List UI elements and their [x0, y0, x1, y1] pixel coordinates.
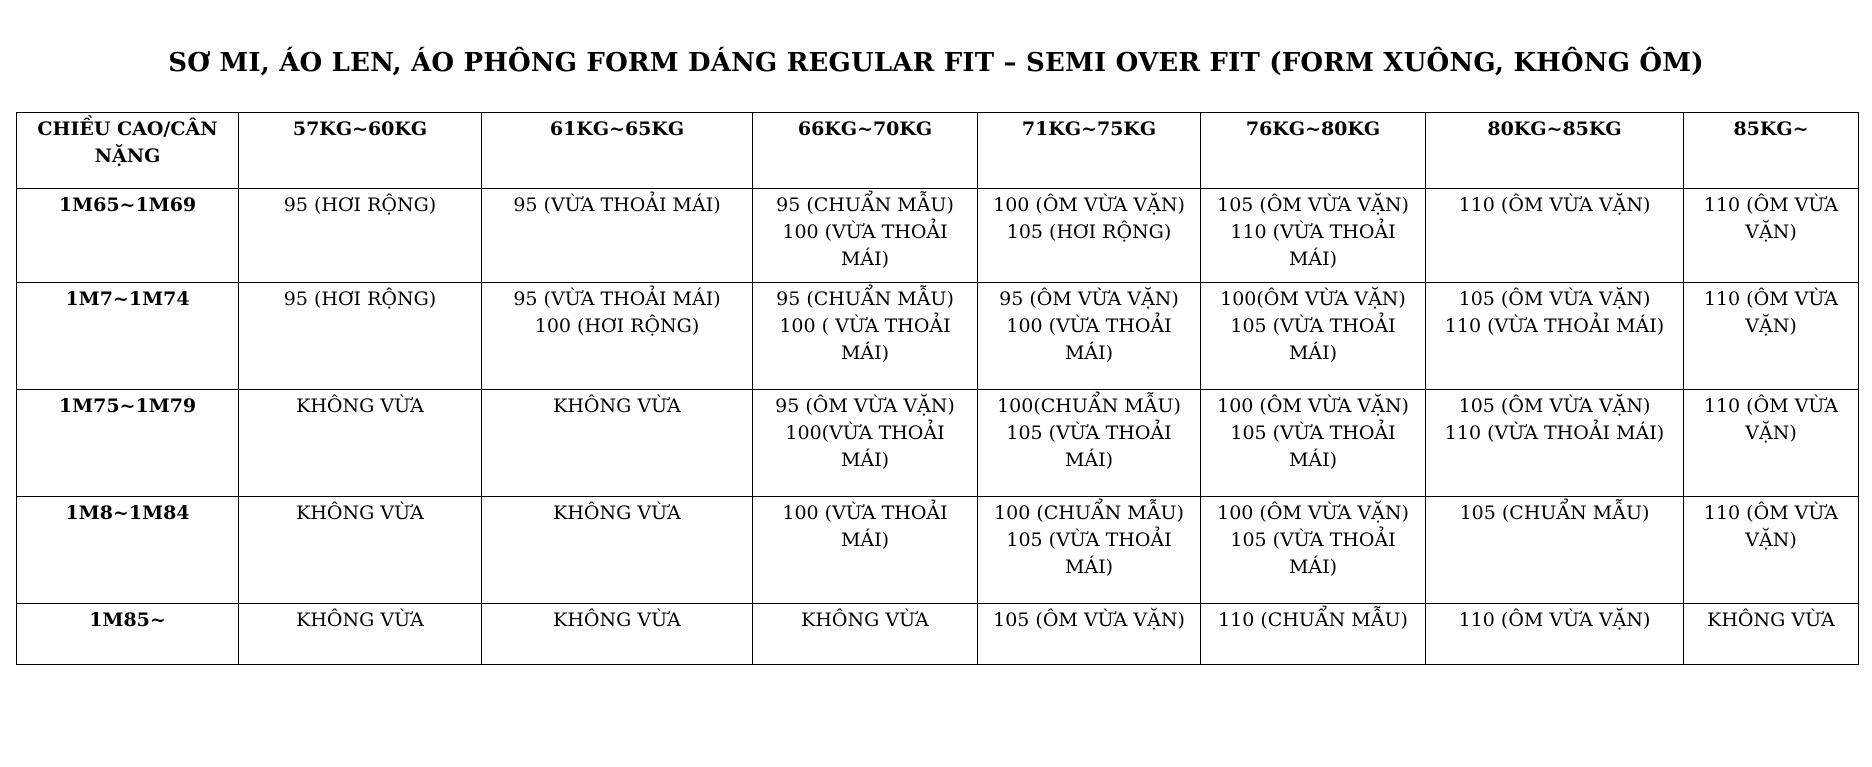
table-cell: 110 (ÔM VỪA VẶN) [1684, 283, 1859, 390]
page-title: SƠ MI, ÁO LEN, ÁO PHÔNG FORM DÁNG REGULAR FIT – SEMI OVER FIT (FORM XUÔNG, KHÔNG ÔM) [168, 48, 1704, 78]
row-height-label: 1M75~1M79 [17, 390, 239, 497]
table-cell: 110 (ÔM VỪA VẶN) [1684, 497, 1859, 604]
table-cell: KHÔNG VỪA [239, 390, 482, 497]
header-weight-61-65: 61KG~65KG [482, 113, 753, 189]
table-cell: 110 (CHUẨN MẪU) [1201, 604, 1426, 665]
table-cell: 105 (CHUẨN MẪU) [1426, 497, 1684, 604]
table-cell: KHÔNG VỪA [482, 604, 753, 665]
table-cell: KHÔNG VỪA [482, 390, 753, 497]
table-header-row [17, 113, 1859, 189]
table-cell: 95 (ÔM VỪA VẶN) 100 (VỪA THOẢI MÁI) [978, 283, 1201, 390]
table-cell: 110 (ÔM VỪA VẶN) [1426, 189, 1684, 283]
table-cell: 100 (CHUẨN MẪU) 105 (VỪA THOẢI MÁI) [978, 497, 1201, 604]
table-cell: 95 (CHUẨN MẪU) 100 ( VỪA THOẢI MÁI) [753, 283, 978, 390]
row-height-label: 1M7~1M74 [17, 283, 239, 390]
table-cell: 105 (ÔM VỪA VẶN) 110 (VỪA THOẢI MÁI) [1201, 189, 1426, 283]
table-cell: 95 (HƠI RỘNG) [239, 283, 482, 390]
header-weight-80-85: 80KG~85KG [1426, 113, 1684, 189]
table-cell: 110 (ÔM VỪA VẶN) [1426, 604, 1684, 665]
table-row [17, 390, 1859, 497]
table-cell: 95 (VỪA THOẢI MÁI) 100 (HƠI RỘNG) [482, 283, 753, 390]
table-cell: 100 (ÔM VỪA VẶN) 105 (VỪA THOẢI MÁI) [1201, 497, 1426, 604]
table-cell: KHÔNG VỪA [239, 497, 482, 604]
header-weight-71-75: 71KG~75KG [978, 113, 1201, 189]
header-height-weight: CHIỀU CAO/CÂN NẶNG [17, 113, 239, 189]
table-cell: 95 (VỪA THOẢI MÁI) [482, 189, 753, 283]
table-cell: 105 (ÔM VỪA VẶN) [978, 604, 1201, 665]
table-cell: 100(ÔM VỪA VẶN) 105 (VỪA THOẢI MÁI) [1201, 283, 1426, 390]
table-cell: 100 (ÔM VỪA VẶN) 105 (HƠI RỘNG) [978, 189, 1201, 283]
header-weight-57-60: 57KG~60KG [239, 113, 482, 189]
table-cell: 110 (ÔM VỪA VẶN) [1684, 390, 1859, 497]
table-cell: 105 (ÔM VỪA VẶN) 110 (VỪA THOẢI MÁI) [1426, 390, 1684, 497]
table-cell: 95 (HƠI RỘNG) [239, 189, 482, 283]
table-cell: KHÔNG VỪA [753, 604, 978, 665]
row-height-label: 1M85~ [17, 604, 239, 665]
table-cell: 100 (ÔM VỪA VẶN) 105 (VỪA THOẢI MÁI) [1201, 390, 1426, 497]
table-row [17, 189, 1859, 283]
table-cell: 95 (ÔM VỪA VẶN) 100(VỪA THOẢI MÁI) [753, 390, 978, 497]
row-height-label: 1M65~1M69 [17, 189, 239, 283]
size-chart-table [16, 112, 1859, 665]
row-height-label: 1M8~1M84 [17, 497, 239, 604]
table-row [17, 497, 1859, 604]
header-weight-66-70: 66KG~70KG [753, 113, 978, 189]
table-row [17, 604, 1859, 665]
header-weight-76-80: 76KG~80KG [1201, 113, 1426, 189]
table-cell: KHÔNG VỪA [239, 604, 482, 665]
header-weight-85-plus: 85KG~ [1684, 113, 1859, 189]
table-cell: KHÔNG VỪA [1684, 604, 1859, 665]
table-cell: 110 (ÔM VỪA VẶN) [1684, 189, 1859, 283]
table-cell: 105 (ÔM VỪA VẶN) 110 (VỪA THOẢI MÁI) [1426, 283, 1684, 390]
table-cell: KHÔNG VỪA [482, 497, 753, 604]
table-cell: 100(CHUẨN MẪU) 105 (VỪA THOẢI MÁI) [978, 390, 1201, 497]
table-row [17, 283, 1859, 390]
table-cell: 100 (VỪA THOẢI MÁI) [753, 497, 978, 604]
table-cell: 95 (CHUẨN MẪU) 100 (VỪA THOẢI MÁI) [753, 189, 978, 283]
